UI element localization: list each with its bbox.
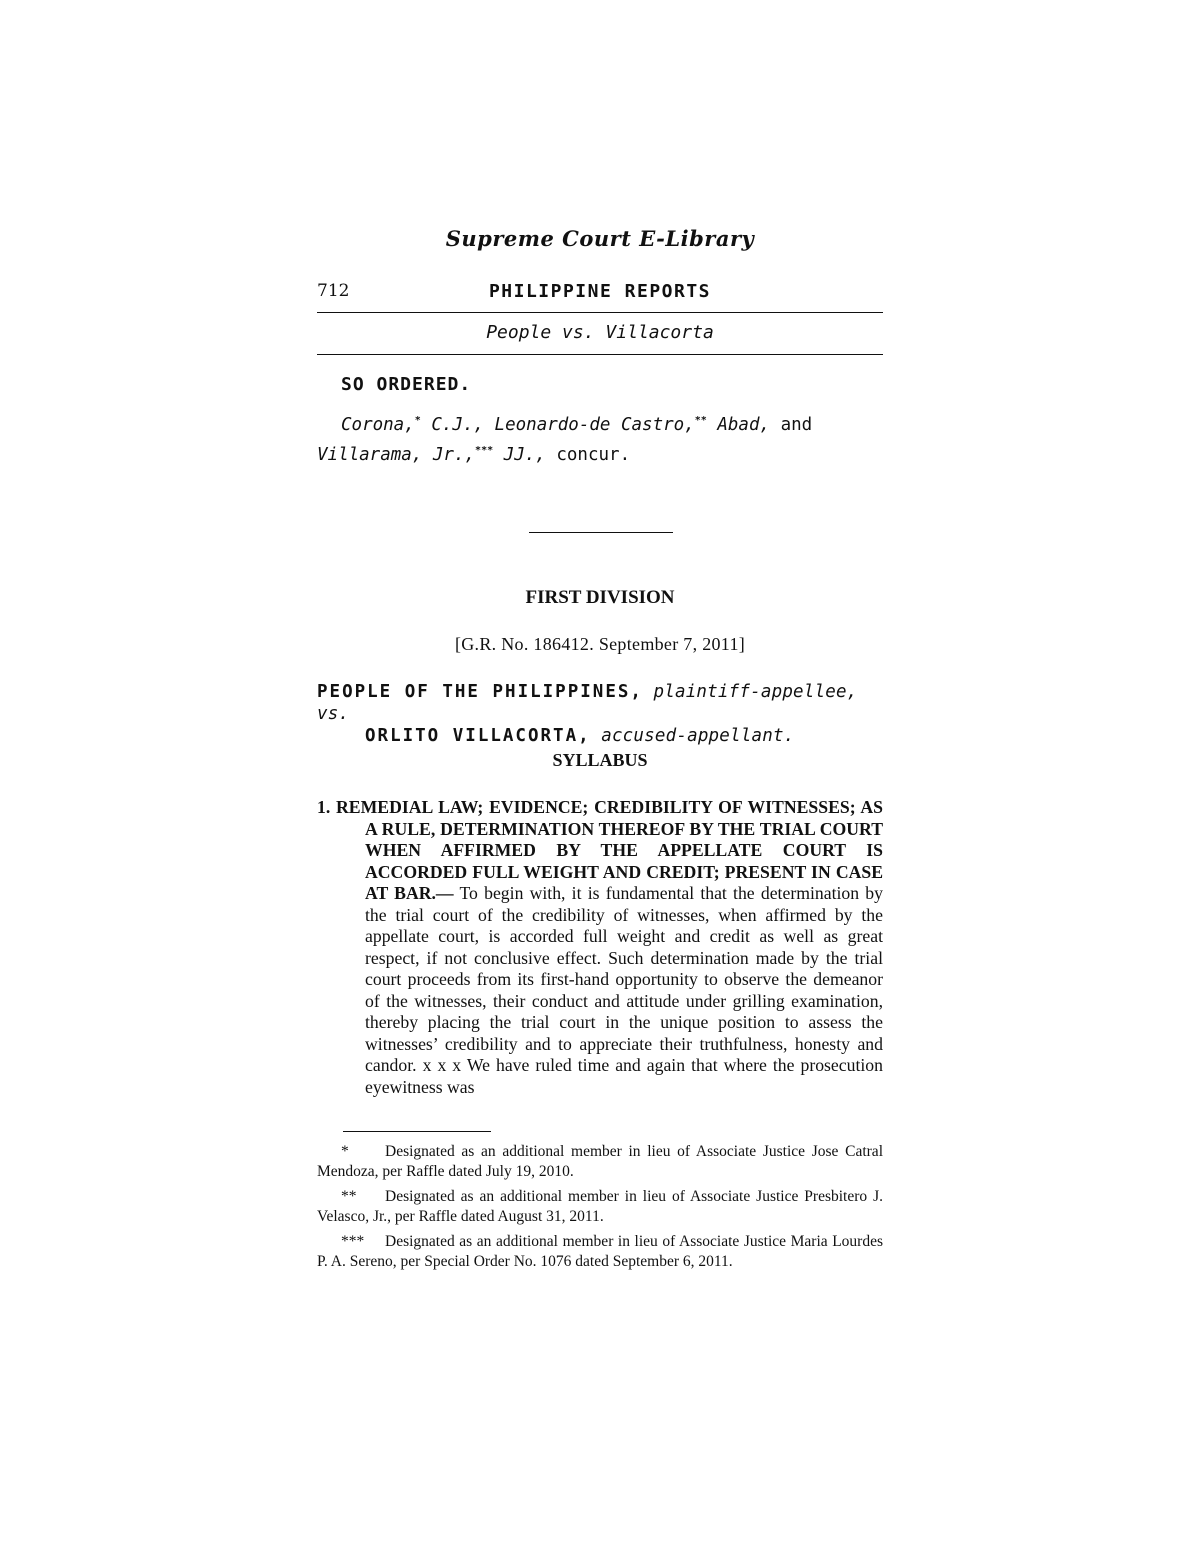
appellant-role: accused-appellant. bbox=[601, 726, 795, 746]
footnote-ref: * bbox=[414, 415, 421, 426]
syllabus-text: To begin with, it is fundamental that the determination by the trial court of the credibility of witnesses, when affirmed by the appellate court, is accorded full weight and credit as well as great respect, if not conclusive effect. Such determination made by the trial court proceeds from its first-hand opportunity to observe the demeanor of the witnesses, their conduct and attitude under grilling examination, thereby placing the trial court in the unique position to assess the witnesses’ credibility and to appreciate their truthfulness, honesty and candor. x x x We have ruled time and again that where the prosecution eyewitness was bbox=[365, 883, 883, 1097]
header-rule-top bbox=[317, 312, 883, 313]
reporter-title: PHILIPPINE REPORTS bbox=[488, 281, 712, 302]
footnote-text: Designated as an additional member in lieu of Associate Justice Presbitero J. Velasco, Jr., per Raffle dated August 31, 2011. bbox=[317, 1188, 883, 1225]
concur-word: concur. bbox=[556, 444, 631, 465]
library-watermark: Supreme Court E-Library bbox=[445, 226, 755, 251]
justice-name: C.J., Leonardo-de Castro, bbox=[431, 414, 695, 435]
justice-name: Abad, bbox=[717, 414, 771, 435]
footnote bbox=[317, 1187, 883, 1227]
running-head bbox=[317, 281, 883, 305]
gr-number: [G.R. No. 186412. September 7, 2011] bbox=[454, 634, 746, 654]
syllabus-item bbox=[317, 797, 883, 1098]
concurrence-line bbox=[317, 408, 883, 468]
justices-abbrev: JJ., bbox=[503, 444, 546, 465]
footnote bbox=[317, 1142, 883, 1182]
conjunction: and bbox=[780, 414, 813, 435]
header-rule-bottom bbox=[317, 354, 883, 355]
parties-caption bbox=[317, 681, 883, 747]
footnote bbox=[317, 1232, 883, 1272]
footnote-mark: * bbox=[341, 1143, 349, 1160]
justice-name: Corona, bbox=[341, 414, 415, 435]
division-heading: FIRST DIVISION bbox=[525, 587, 675, 608]
footnote-mark: *** bbox=[341, 1233, 365, 1250]
so-ordered: SO ORDERED. bbox=[341, 374, 472, 395]
footnote-text: Designated as an additional member in lieu of Associate Justice Jose Catral Mendoza, per Raffle dated July 19, 2010. bbox=[317, 1143, 883, 1180]
justice-name: Villarama, Jr., bbox=[317, 444, 476, 465]
appellee-role: plaintiff-appellee, vs. bbox=[317, 682, 858, 724]
syllabus-title: SYLLABUS bbox=[552, 750, 648, 770]
appellee-name: PEOPLE OF THE PHILIPPINES, bbox=[317, 682, 643, 702]
section-divider bbox=[529, 532, 673, 533]
footnote-ref: ** bbox=[694, 415, 707, 426]
page-number: 712 bbox=[317, 281, 350, 301]
footnote-rule bbox=[343, 1131, 491, 1132]
footnotes bbox=[317, 1142, 883, 1277]
footnote-mark: ** bbox=[341, 1188, 357, 1205]
case-title-header: People vs. Villacorta bbox=[486, 322, 714, 343]
appellant-name: ORLITO VILLACORTA, bbox=[365, 726, 591, 746]
footnote-ref: *** bbox=[475, 444, 494, 456]
footnote-text: Designated as an additional member in lieu of Associate Justice Maria Lourdes P. A. Sereno, per Special Order No. 1076 dated September 6, 2011. bbox=[317, 1233, 883, 1270]
syllabus-heading: 1. REMEDIAL LAW; EVIDENCE; CREDIBILITY OF WITNESSES; AS A RULE, DETERMINATION THEREOF BY THE TRIAL COURT WHEN AFFIRMED BY THE APPELLATE COURT IS ACCORDED FULL WEIGHT AND CREDIT; PRESENT IN CASE AT BAR.— bbox=[317, 797, 883, 903]
